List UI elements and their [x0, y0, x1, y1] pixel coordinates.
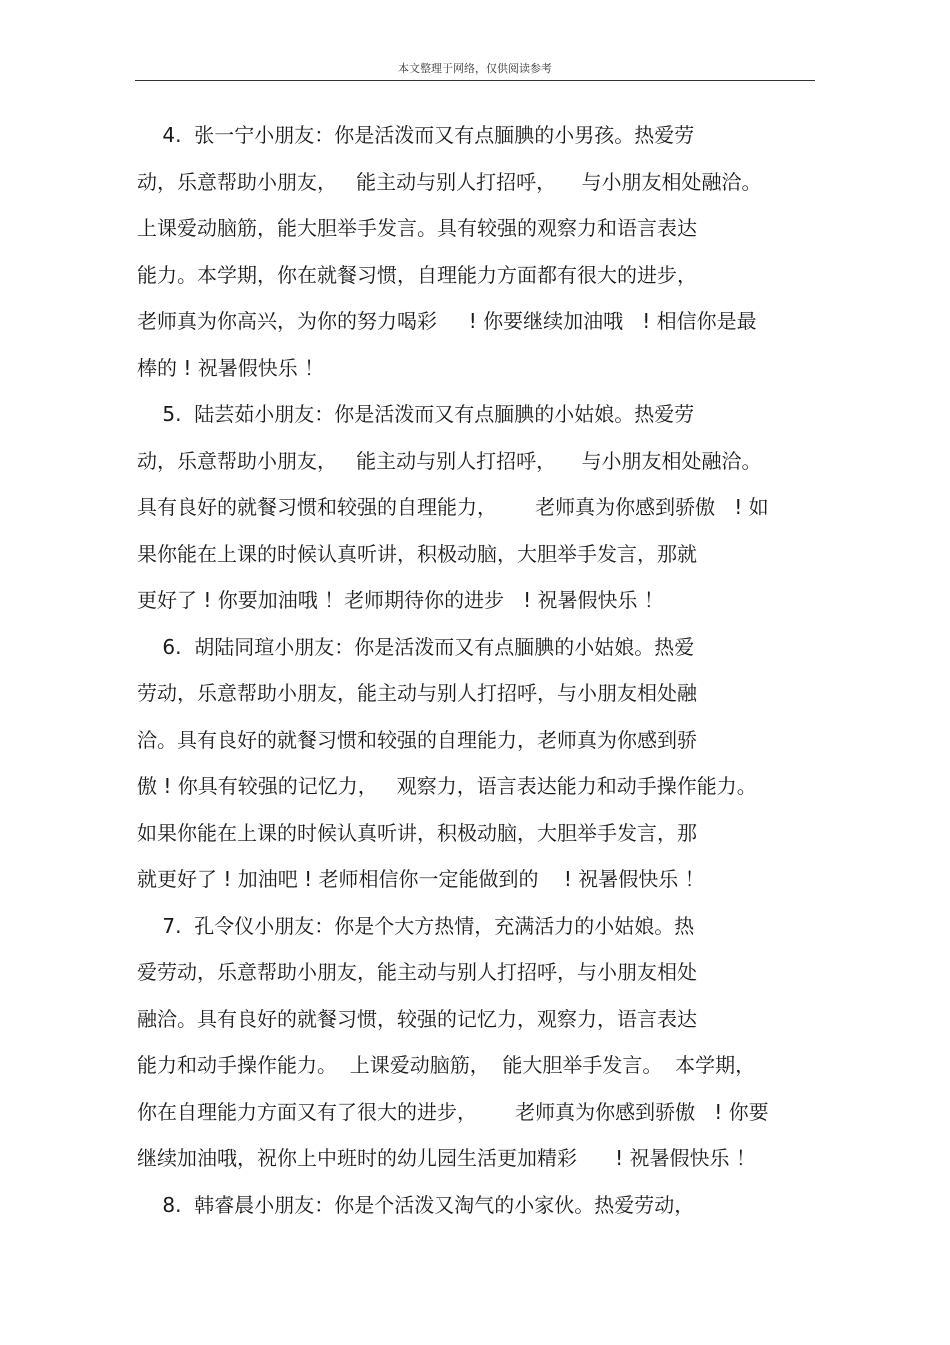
text-line: 棒的 ! 祝暑假快乐 ！: [137, 355, 325, 380]
text-line: 洽。具有良好的就餐习惯和较强的自理能力，老师真为你感到骄: [137, 727, 697, 752]
text-line: 更好了 ! 你要加油哦 ！老师期待你的进步 ! 祝暑假快乐 ！: [137, 588, 664, 612]
text-line: 你在自理能力方面又有了很大的进步， 老师真为你感到骄傲 ! 你要: [137, 1099, 769, 1124]
document-body: [137, 112, 827, 1228]
text-line: 就更好了 ! 加油吧 ! 老师相信你一定能做到的 ! 祝暑假快乐 ！: [137, 867, 705, 891]
page-header: 本文整理于网络，仅供阅读参考: [398, 62, 552, 75]
text-line: 动，乐意帮助小朋友， 能主动与别人打招呼， 与小朋友相处融洽。: [137, 169, 762, 194]
header-divider: [135, 80, 815, 81]
text-line: 能力。本学期，你在就餐习惯，自理能力方面都有很大的进步，: [137, 262, 697, 287]
text-line: 4. 张一宁小朋友：你是活泼而又有点腼腆的小男孩。热爱劳: [137, 123, 695, 147]
text-line: 果你能在上课的时候认真听讲，积极动脑，大胆举手发言，那就: [137, 541, 697, 566]
text-line: 6. 胡陆同瑄小朋友：你是活泼而又有点腼腆的小姑娘。热爱: [137, 634, 695, 659]
text-line: 上课爱动脑筋，能大胆举手发言。具有较强的观察力和语言表达: [137, 216, 697, 240]
text-line: 爱劳动，乐意帮助小朋友，能主动与别人打招呼，与小朋友相处: [137, 960, 697, 984]
text-line: 5. 陆芸茹小朋友：你是活泼而又有点腼腆的小姑娘。热爱劳: [137, 402, 695, 426]
text-line: 傲 ! 你具有较强的记忆力， 观察力，语言表达能力和动手操作能力。: [137, 774, 757, 798]
text-line: 老师真为你高兴，为你的努力喝彩 ! 你要继续加油哦 ! 相信你是最: [137, 309, 757, 333]
text-line: 如果你能在上课的时候认真听讲，积极动脑，大胆举手发言，那: [137, 820, 697, 845]
text-line: 继续加油哦，祝你上中班时的幼儿园生活更加精彩 ! 祝暑假快乐 ！: [137, 1146, 756, 1170]
text-line: 能力和动手操作能力。 上课爱动脑筋， 能大胆举手发言。 本学期，: [137, 1053, 756, 1077]
text-line: 劳动，乐意帮助小朋友，能主动与别人打招呼，与小朋友相处融: [137, 681, 697, 705]
text-line: 7. 孔令仪小朋友：你是个大方热情，充满活力的小姑娘。热: [137, 913, 695, 938]
text-line: 具有良好的就餐习惯和较强的自理能力， 老师真为你感到骄傲 ! 如: [137, 495, 769, 519]
text-line: 动，乐意帮助小朋友， 能主动与别人打招呼， 与小朋友相处融洽。: [137, 448, 762, 473]
text-line: 8. 韩睿晨小朋友：你是个活泼又淘气的小家伙。热爱劳动，: [137, 1192, 695, 1217]
text-line: 融洽。具有良好的就餐习惯，较强的记忆力，观察力，语言表达: [137, 1006, 697, 1031]
